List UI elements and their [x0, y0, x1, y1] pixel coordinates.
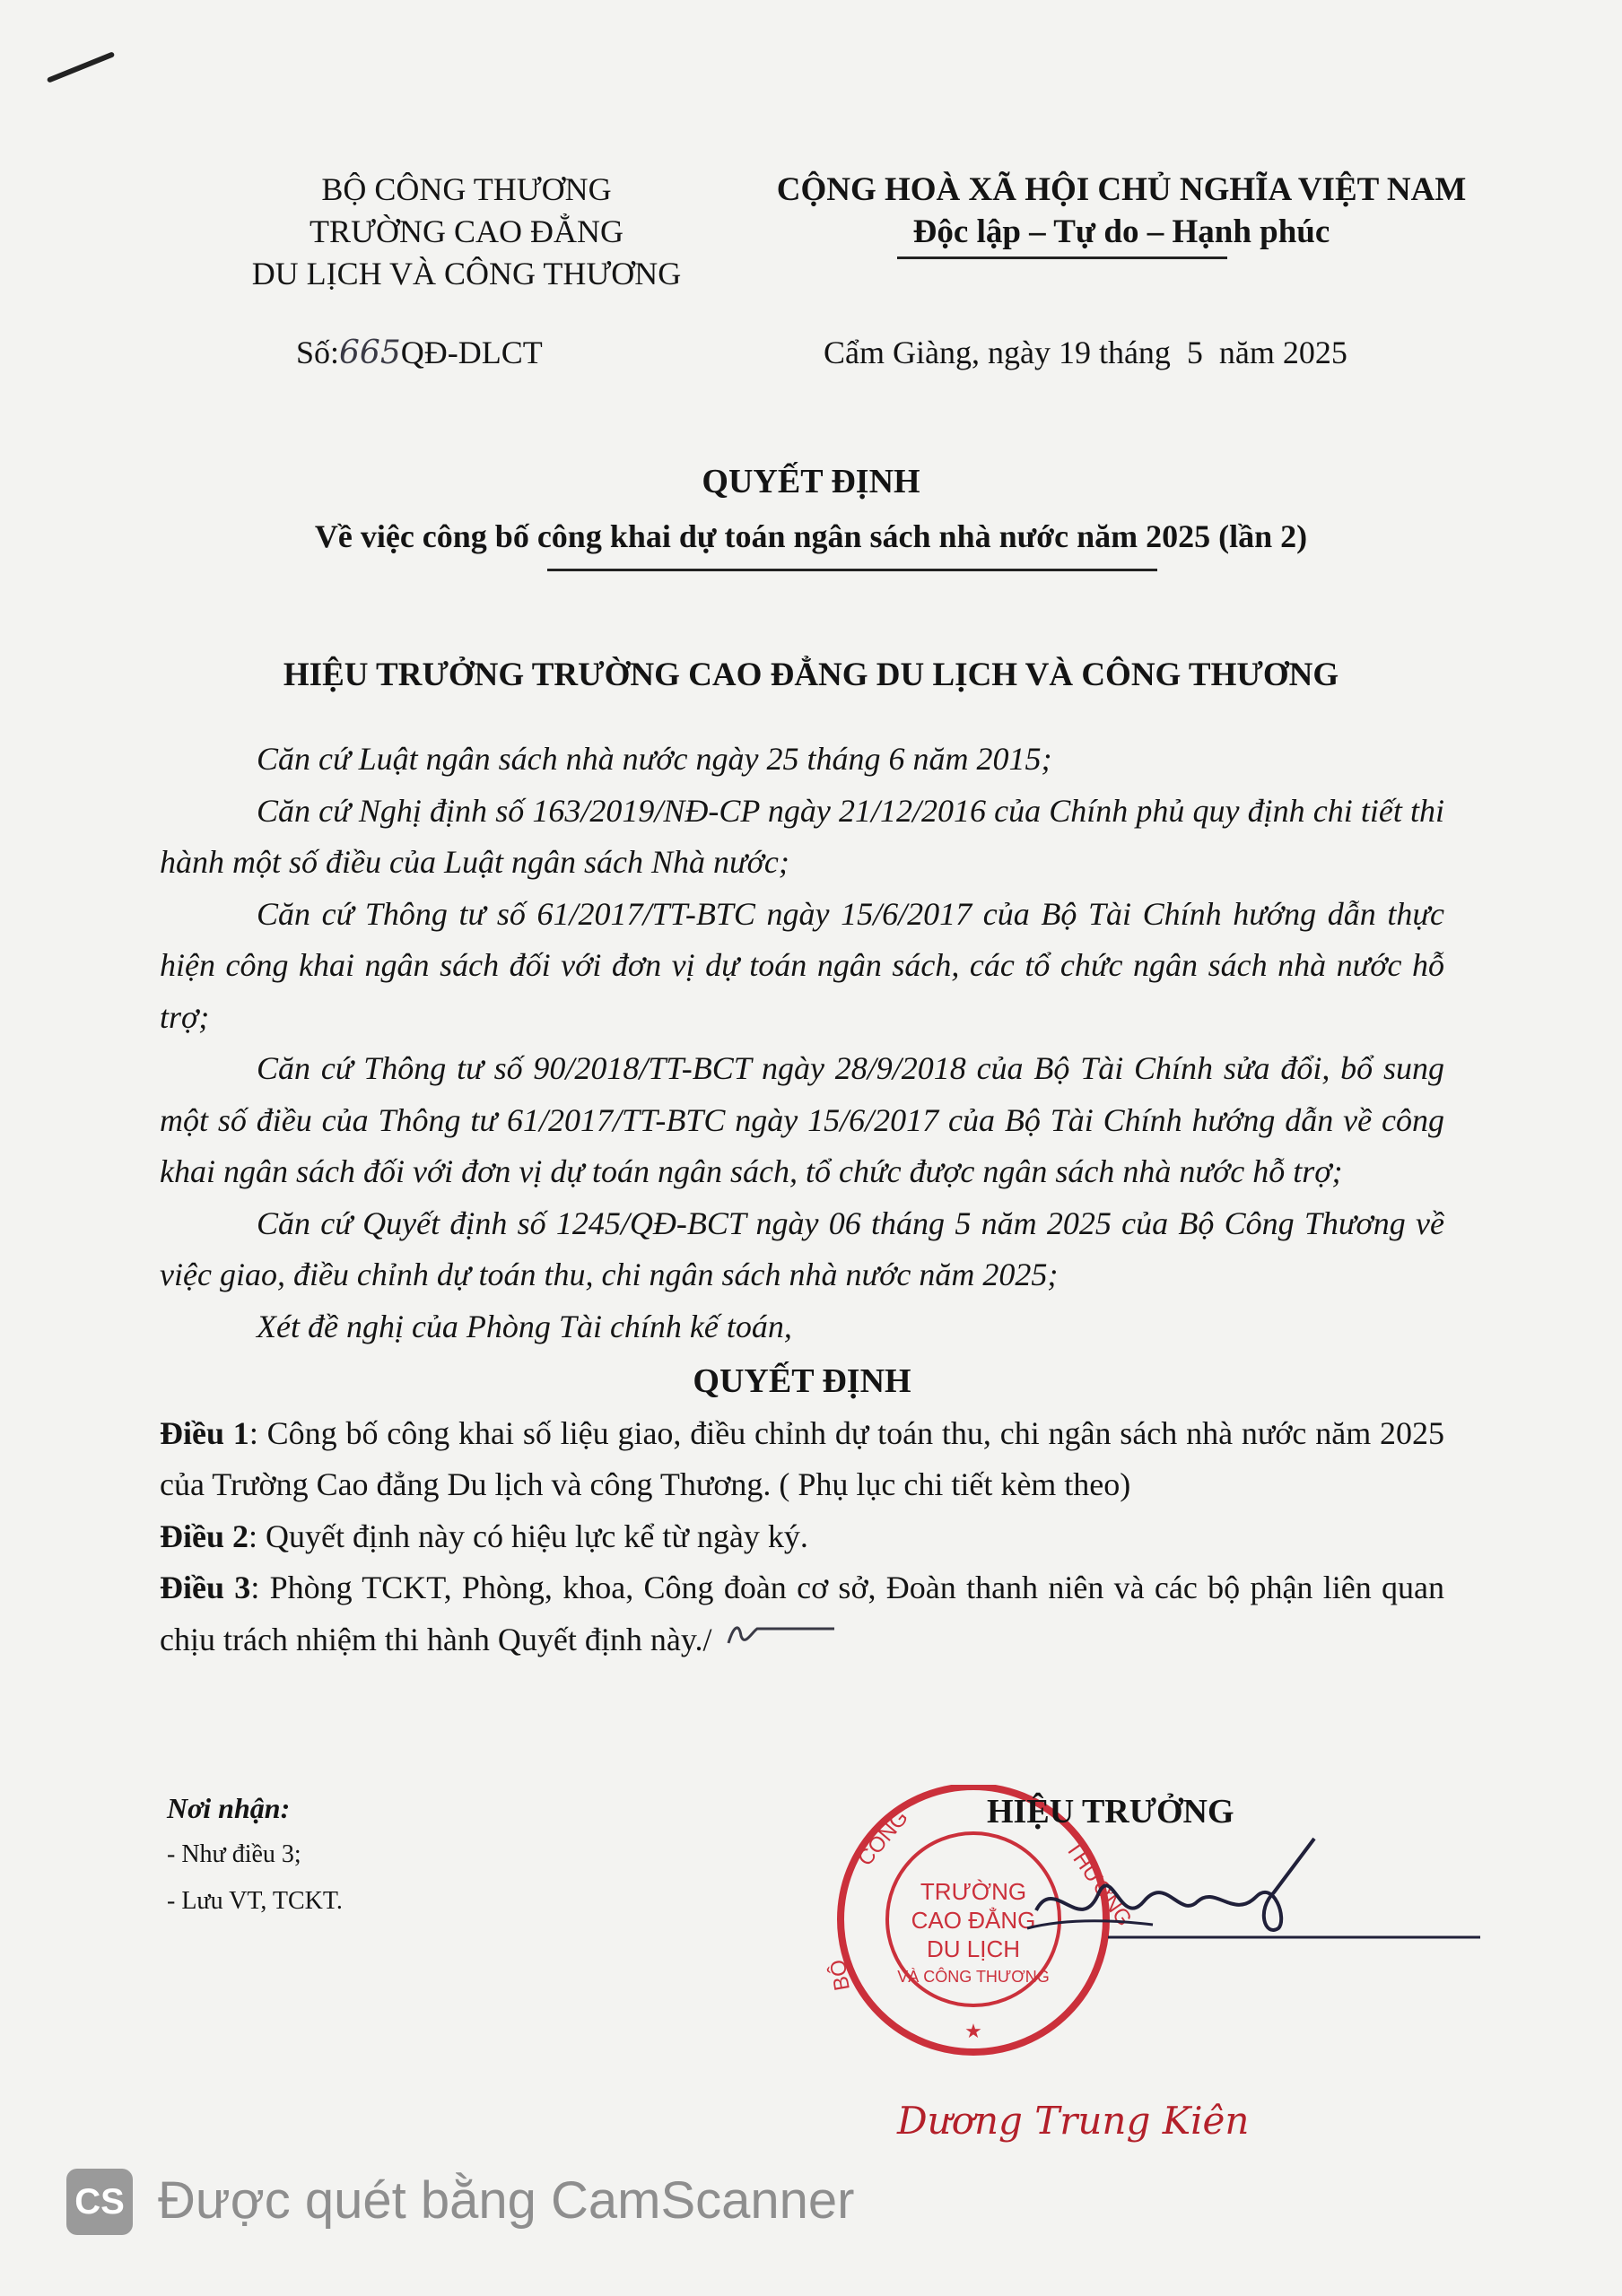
agency-school-line2: DU LỊCH VÀ CÔNG THƯƠNG — [251, 256, 682, 291]
decision-body — [160, 734, 1444, 1668]
decision-heading: QUYẾT ĐỊNH — [693, 1362, 911, 1400]
article-1 — [160, 1408, 1444, 1511]
svg-text:★: ★ — [964, 2020, 982, 2042]
camscanner-watermark: Được quét bằng CamScanner — [158, 2171, 855, 2230]
camscanner-logo-icon: CS — [66, 2169, 133, 2235]
agency-ministry: BỘ CÔNG THƯƠNG — [321, 171, 612, 207]
legal-basis-4: Căn cứ Thông tư số 90/2018/TT-BCT ngày 28/9/2018 của Bộ Tài Chính sửa đổi, bổ sung một số điều của Thông tư 61/2017/TT-BTC ngày 15/6/2017 của Bộ Tài Chính hướng dẫn về công khai ngân sách đối với đơn vị dự toán ngân sách, tổ chức được ngân sách nhà nước hỗ trợ; — [160, 1050, 1444, 1189]
legal-basis-5: Căn cứ Quyết định số 1245/QĐ-BCT ngày 06 tháng 5 năm 2025 của Bộ Công Thương về việc giao, điều chỉnh dự toán thu, chi ngân sách nhà nước năm 2025; — [160, 1205, 1444, 1292]
doc-number-handwritten: 665 — [339, 335, 401, 371]
doc-number-suffix: QĐ-DLCT — [400, 335, 543, 370]
agency-school-line1: TRƯỜNG CAO ĐẲNG — [310, 213, 624, 249]
subject-underline — [547, 569, 1157, 571]
nation-motto: Độc lập – Tự do – Hạnh phúc — [912, 213, 1330, 250]
nation-header — [718, 169, 1525, 253]
article-2-label: Điều 2 — [160, 1518, 249, 1554]
article-3-text: : Phòng TCKT, Phòng, khoa, Công đoàn cơ sở, Đoàn thanh niên và các bộ phận liên quan chịu trách nhiệm thi hành Quyết định này./ — [160, 1570, 1444, 1657]
signer-name: Dương Trung Kiên — [897, 2099, 1250, 2143]
proposal-basis: Xét đề nghị của Phòng Tài chính kế toán, — [257, 1308, 792, 1344]
legal-basis-2: Căn cứ Nghị định số 163/2019/NĐ-CP ngày 21/12/2016 của Chính phủ quy định chi tiết thi hành một số điều của Luật ngân sách Nhà nước; — [160, 792, 1444, 880]
svg-text:THƯƠNG: THƯƠNG — [1060, 1836, 1137, 1931]
article-1-text: : Công bố công khai số liệu giao, điều chỉnh dự toán thu, chi ngân sách nhà nước năm 2025 của Trường Cao đẳng Du lịch và công Thương. ( Phụ lục chi tiết kèm theo) — [160, 1414, 1445, 1502]
place-date: Cẩm Giàng, ngày 19 tháng 5 năm 2025 — [824, 335, 1347, 370]
svg-text:TRƯỜNG: TRƯỜNG — [920, 1878, 1027, 1905]
signer-title: HIỆU TRƯỞNG — [987, 1793, 1234, 1831]
motto-underline — [897, 257, 1227, 259]
initial-mark — [721, 1616, 838, 1668]
doc-number-prefix: Số: — [296, 335, 340, 370]
recipients-title: Nơi nhận: — [167, 1792, 291, 1824]
svg-text:CÔNG: CÔNG — [852, 1805, 913, 1871]
agency-header — [215, 169, 718, 295]
decision-title: QUYẾT ĐỊNH — [702, 463, 920, 500]
article-2 — [160, 1511, 1444, 1563]
svg-text:CAO ĐẲNG: CAO ĐẲNG — [911, 1907, 1036, 1934]
issuing-authority: HIỆU TRƯỞNG TRƯỜNG CAO ĐẲNG DU LỊCH VÀ CÔNG THƯƠNG — [283, 657, 1339, 693]
article-1-label: Điều 1 — [160, 1414, 249, 1451]
article-2-text: : Quyết định này có hiệu lực kể từ ngày ký. — [249, 1518, 808, 1554]
article-3 — [160, 1562, 1444, 1668]
svg-text:DU LỊCH: DU LỊCH — [926, 1935, 1021, 1962]
recipient-item: - Lưu VT, TCKT. — [167, 1887, 343, 1915]
legal-basis-1: Căn cứ Luật ngân sách nhà nước ngày 25 tháng 6 năm 2015; — [257, 741, 1052, 777]
article-3-label: Điều 3 — [160, 1570, 251, 1605]
document-number — [296, 334, 543, 371]
svg-text:BỘ: BỘ — [825, 1957, 855, 1993]
recipients-block — [167, 1785, 343, 1925]
nation-name: CỘNG HOÀ XÃ HỘI CHỦ NGHĨA VIỆT NAM — [776, 171, 1467, 208]
legal-basis-3: Căn cứ Thông tư số 61/2017/TT-BTC ngày 15/6/2017 của Bộ Tài Chính hướng dẫn thực hiện công khai ngân sách đối với đơn vị dự toán ngân sách, các tổ chức ngân sách nhà nước hỗ trợ; — [160, 895, 1444, 1035]
pen-mark — [47, 51, 115, 83]
svg-text:VÀ CÔNG THƯƠNG: VÀ CÔNG THƯƠNG — [897, 1968, 1050, 1986]
recipient-item: - Như điều 3; — [167, 1840, 301, 1868]
decision-subject: Về việc công bố công khai dự toán ngân sách nhà nước năm 2025 (lần 2) — [314, 518, 1308, 554]
